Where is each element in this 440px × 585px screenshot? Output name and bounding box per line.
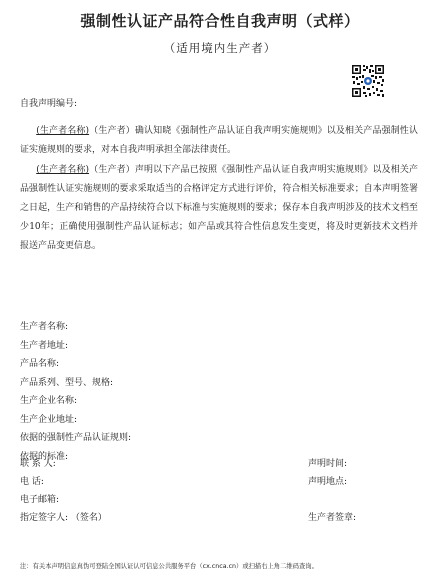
signatory-field[interactable]: 指定签字人: （签名） — [20, 513, 107, 523]
manufacturer-name-field[interactable]: 生产企业名称: — [20, 396, 78, 406]
footnote: 注：有关本声明信息真伪可登陆全国认证认可信息公共服务平台（cx.cnca.cn）或扫描右上角二维码查询。 — [20, 563, 318, 570]
manufacturer-address-field[interactable]: 生产企业地址: — [20, 414, 78, 425]
document-title: 强制性认证产品符合性自我声明（式样） — [80, 12, 360, 30]
producer-name-placeholder: (生产者名称) — [36, 126, 90, 136]
contact-person-field[interactable]: 联 系 人: — [20, 459, 56, 469]
declaration-time-field[interactable]: 声明时间: — [308, 459, 348, 469]
product-info-fields — [20, 318, 131, 466]
declaration-number-label: 自我声明编号: — [20, 99, 78, 109]
qr-code-icon[interactable] — [351, 64, 385, 98]
producer-address-field[interactable]: 生产者地址: — [20, 340, 69, 351]
document-subtitle: （适用境内生产者） — [163, 41, 277, 55]
producer-name-placeholder: (生产者名称) — [36, 165, 90, 175]
producer-seal-field[interactable]: 生产者签章: — [308, 513, 357, 523]
declaration-place-field[interactable]: 声明地点: — [308, 477, 348, 487]
email-field[interactable]: 电子邮箱: — [20, 495, 60, 505]
certification-rule-field[interactable]: 依据的强制性产品认证规则: — [20, 433, 132, 443]
confirmation-text: （生产者）确认知晓《强制性产品认证自我声明实施规则》以及相关产品强制性认证实施规则的要求，对本自我声明承担全部法律责任。 — [20, 126, 418, 155]
producer-name-field[interactable]: 生产者名称: — [20, 322, 69, 332]
standard-field[interactable]: 依据的标准: — [20, 451, 69, 462]
declaration-paragraph — [20, 161, 418, 256]
confirmation-paragraph — [20, 122, 418, 160]
product-name-field[interactable]: 产品名称: — [20, 359, 60, 369]
phone-field[interactable]: 电 话: — [20, 477, 44, 487]
product-model-field[interactable]: 产品系列、型号、规格: — [20, 377, 114, 388]
declaration-text: （生产者）声明以下产品已按照《强制性产品认证自我声明实施规则》以及相关产品强制性认证实施规则的要求采取适当的合格评定方式进行评价，符合相关标准要求；自本声明签署之日起，生产和销售的产品持续符合以下标准与实施规则的要求；保存本自我声明涉及的技术文档至少10年；正确使用强制性产品认证标志；如产品或其符合性信息发生变更，将及时更新技术文档并报送产品变更信息。 — [20, 165, 418, 251]
